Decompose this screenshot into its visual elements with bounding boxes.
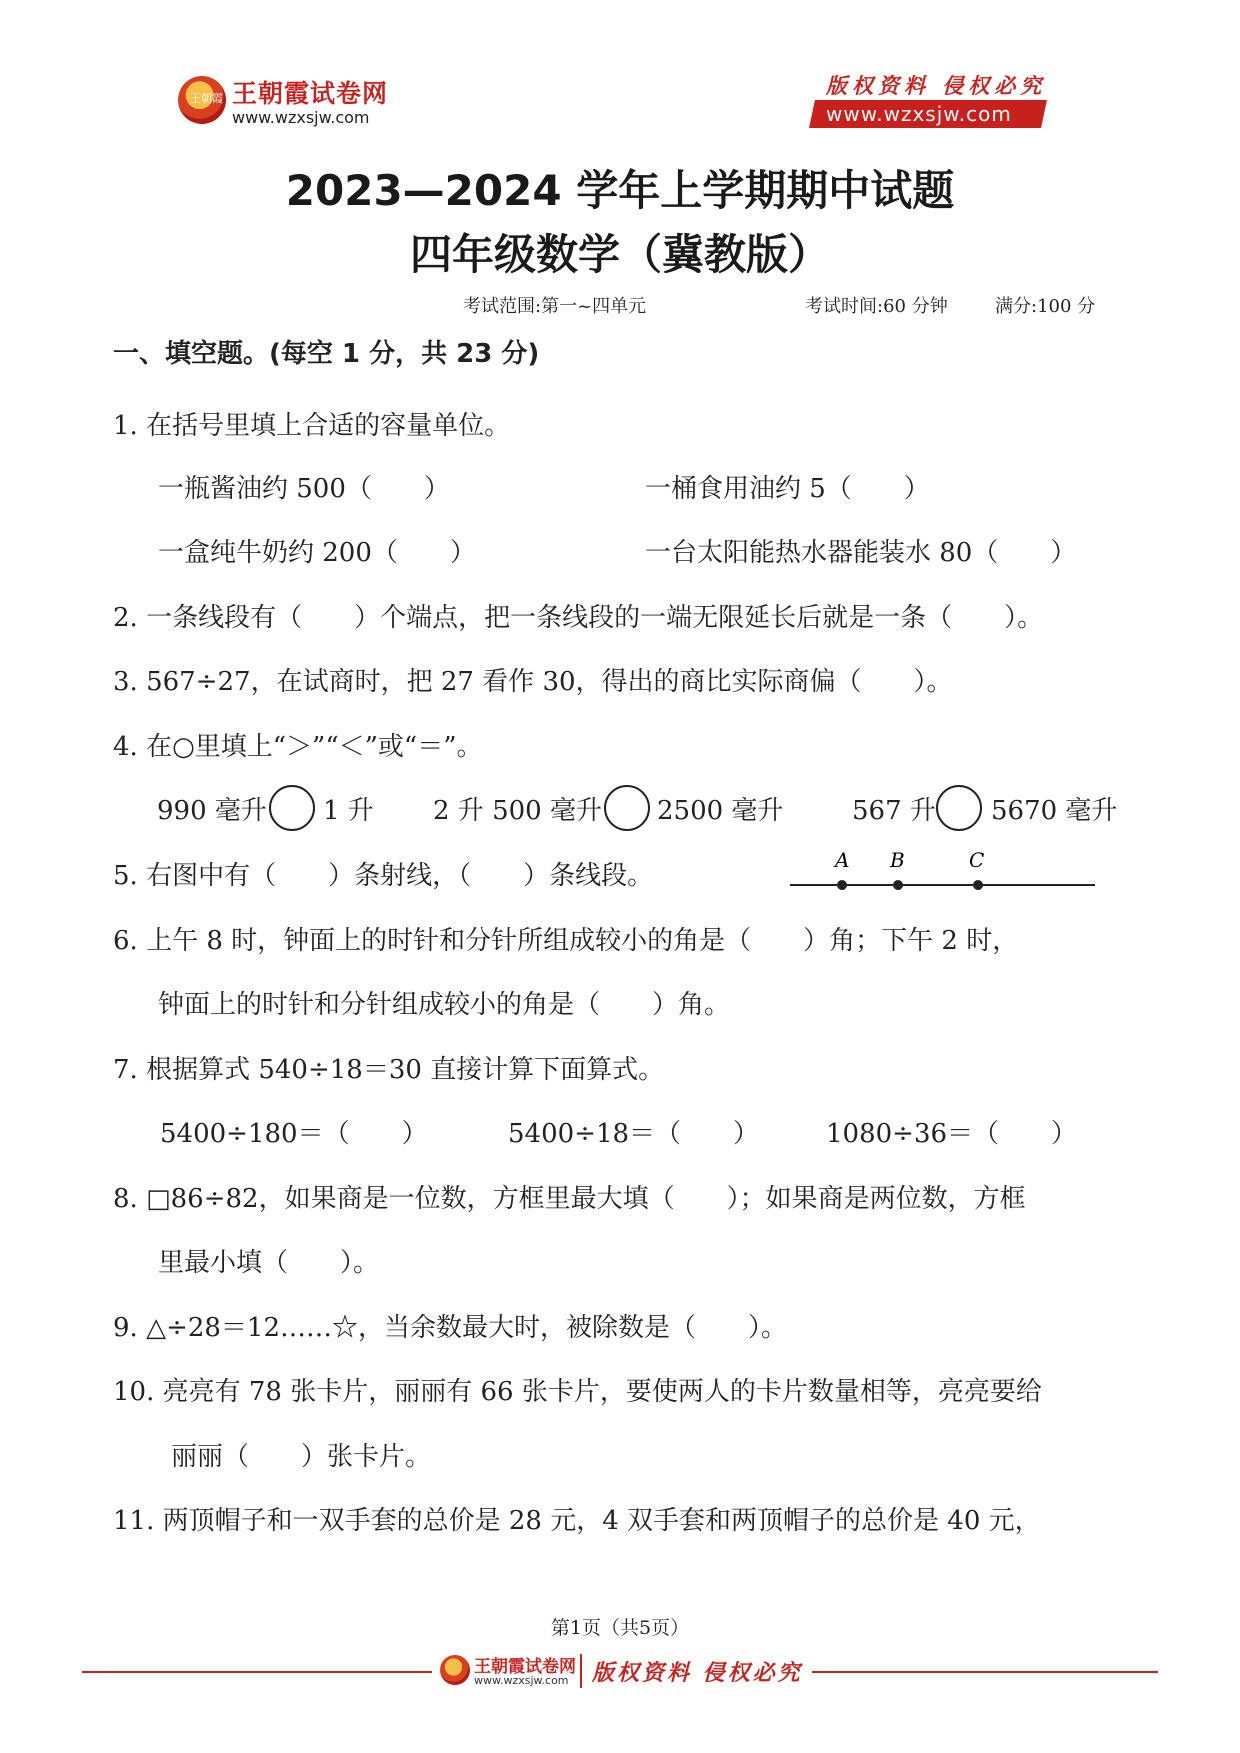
footer-rule-right <box>812 1671 1158 1673</box>
point-a <box>837 880 847 890</box>
footer-copyright: 版权资料 侵权必究 <box>592 1660 803 1686</box>
exam-score: 满分:100 分 <box>995 296 1096 317</box>
question-10-line1: 10. 亮亮有 78 张卡片，丽丽有 66 张卡片，要使两人的卡片数量相等，亮亮要给 <box>113 1377 1042 1407</box>
label-a: A <box>835 848 850 872</box>
point-c <box>973 880 983 890</box>
label-b: B <box>890 848 905 872</box>
copyright-url: www.wzxsjw.com <box>826 102 1012 126</box>
copyright-url-bar <box>809 100 1047 128</box>
copyright-banner <box>812 70 1047 128</box>
exam-title: 2023—2024 学年上学期期中试题 <box>285 166 955 215</box>
question-10-line2: 丽丽（ ）张卡片。 <box>171 1442 432 1472</box>
page-number: 第1页（共5页） <box>550 1617 690 1639</box>
compare-circle-b[interactable] <box>604 785 650 831</box>
compare-b-right: 2500 毫升 <box>657 796 784 826</box>
footer-separator <box>580 1654 582 1688</box>
question-2: 2. 一条线段有（ ）个端点，把一条线段的一端无限延长后就是一条（ ）。 <box>113 603 1044 633</box>
point-b <box>893 880 903 890</box>
question-7-a: 5400÷180＝（ ） <box>160 1119 428 1149</box>
compare-a-left: 990 毫升 <box>157 796 267 826</box>
question-1: 1. 在括号里填上合适的容量单位。 <box>113 411 511 441</box>
question-1-b: 一桶食用油约 5（ ） <box>645 474 930 504</box>
question-7: 7. 根据算式 540÷18＝30 直接计算下面算式。 <box>113 1055 665 1085</box>
logo-url: www.wzxsjw.com <box>232 108 370 127</box>
question-1-c: 一盒纯牛奶约 200（ ） <box>158 538 476 568</box>
question-7-c: 1080÷36＝（ ） <box>826 1119 1078 1149</box>
question-11: 11. 两顶帽子和一双手套的总价是 28 元，4 双手套和两顶帽子的总价是 40 元， <box>113 1506 1041 1536</box>
question-3: 3. 567÷27，在试商时，把 27 看作 30，得出的商比实际商偏（ ）。 <box>113 667 953 697</box>
compare-a-right: 1 升 <box>323 796 374 826</box>
section-heading: 一、填空题。(每空 1 分，共 23 分) <box>113 339 540 369</box>
question-6-line1: 6. 上午 8 时，钟面上的时针和分针所组成较小的角是（ ）角；下午 2 时， <box>113 926 1019 956</box>
logo-name: 王朝霞试卷网 <box>232 79 389 108</box>
question-8-line2: 里最小填（ ）。 <box>158 1248 380 1278</box>
exam-scope: 考试范围:第一~四单元 <box>463 296 647 317</box>
footer-rule-left <box>82 1671 432 1673</box>
footer-seal-icon <box>440 1655 470 1685</box>
question-5: 5. 右图中有（ ）条射线，（ ）条线段。 <box>113 861 654 891</box>
footer-logo-url: www.wzxsjw.com <box>474 1674 569 1687</box>
question-1-d: 一台太阳能热水器能装水 80（ ） <box>645 538 1077 568</box>
label-c: C <box>969 848 985 872</box>
question-6-line2: 钟面上的时针和分针组成较小的角是（ ）角。 <box>158 990 731 1020</box>
compare-b-left: 2 升 500 毫升 <box>433 796 602 826</box>
compare-circle-a[interactable] <box>269 785 315 831</box>
question-7-b: 5400÷18＝（ ） <box>508 1119 760 1149</box>
compare-c-right: 5670 毫升 <box>991 796 1118 826</box>
site-logo <box>178 72 408 132</box>
question-4: 4. 在○里填上“＞”“＜”或“＝”。 <box>113 732 483 762</box>
footer-logo-name: 王朝霞试卷网 <box>474 1657 576 1677</box>
ray-segment-diagram <box>785 845 1095 895</box>
compare-circle-c[interactable] <box>936 785 982 831</box>
question-9: 9. △÷28＝12……☆，当余数最大时，被除数是（ ）。 <box>113 1313 788 1343</box>
seal-text: 王朝霞 <box>190 92 223 105</box>
question-8-line1: 8. □86÷82，如果商是一位数，方框里最大填（ ）；如果商是两位数，方框 <box>113 1184 1026 1214</box>
exam-time: 考试时间:60 分钟 <box>805 296 948 317</box>
compare-c-left: 567 升 <box>852 796 936 826</box>
exam-subtitle: 四年级数学（冀教版） <box>409 230 830 279</box>
copyright-text: 版权资料 侵权必究 <box>826 73 1047 98</box>
question-1-a: 一瓶酱油约 500（ ） <box>158 474 450 504</box>
